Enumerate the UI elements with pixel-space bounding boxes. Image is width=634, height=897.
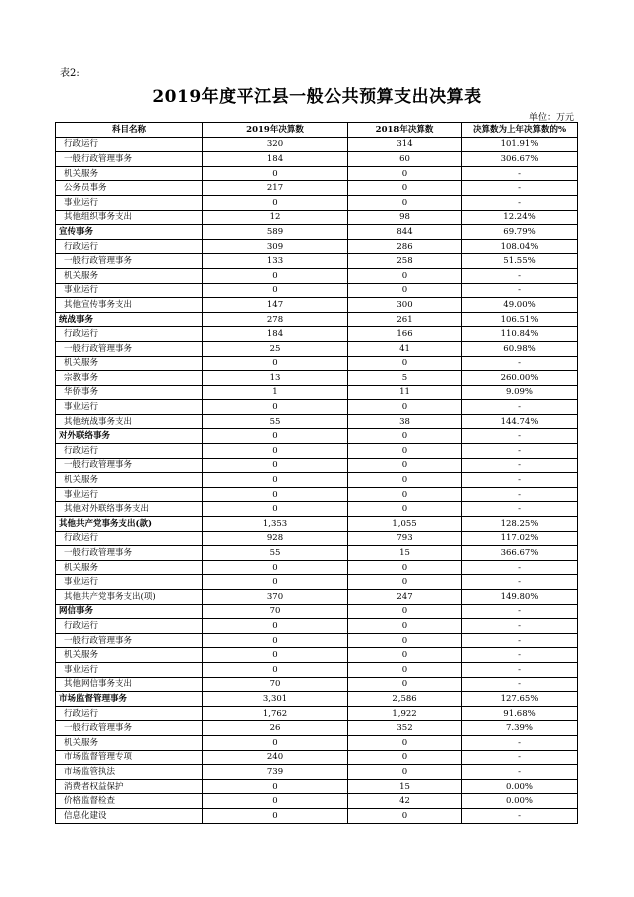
value-2018-cell: 844	[348, 225, 462, 240]
subject-cell: 事业运行	[56, 662, 203, 677]
ratio-cell: -	[462, 677, 578, 692]
ratio-cell: -	[462, 444, 578, 459]
subject-cell: 事业运行	[56, 400, 203, 415]
value-2019-cell: 55	[203, 546, 348, 561]
subject-cell: 其他组织事务支出	[56, 210, 203, 225]
table-row	[56, 633, 578, 648]
value-2019-cell: 739	[203, 765, 348, 780]
subject-cell: 行政运行	[56, 619, 203, 634]
ratio-cell: 117.02%	[462, 531, 578, 546]
value-2018-cell: 15	[348, 779, 462, 794]
value-2019-cell: 0	[203, 794, 348, 809]
value-2018-cell: 0	[348, 283, 462, 298]
table-row	[56, 721, 578, 736]
value-2018-cell: 60	[348, 152, 462, 167]
value-2018-cell: 0	[348, 808, 462, 823]
value-2018-cell: 0	[348, 735, 462, 750]
value-2019-cell: 13	[203, 371, 348, 386]
ratio-cell: 51.55%	[462, 254, 578, 269]
ratio-cell: 128.25%	[462, 517, 578, 532]
value-2019-cell: 0	[203, 487, 348, 502]
value-2018-cell: 166	[348, 327, 462, 342]
ratio-cell: -	[462, 604, 578, 619]
value-2019-cell: 240	[203, 750, 348, 765]
value-2018-cell: 0	[348, 487, 462, 502]
table-row	[56, 341, 578, 356]
value-2018-cell: 0	[348, 356, 462, 371]
category-row	[56, 429, 578, 444]
ratio-cell: 0.00%	[462, 779, 578, 794]
value-2019-cell: 0	[203, 473, 348, 488]
ratio-cell: 306.67%	[462, 152, 578, 167]
value-2018-cell: 0	[348, 662, 462, 677]
subject-cell: 一般行政管理事务	[56, 341, 203, 356]
table-row	[56, 327, 578, 342]
ratio-cell: -	[462, 808, 578, 823]
value-2018-cell: 0	[348, 648, 462, 663]
table-row	[56, 400, 578, 415]
value-2019-cell: 278	[203, 312, 348, 327]
table-row	[56, 254, 578, 269]
table-row	[56, 779, 578, 794]
subject-cell: 机关服务	[56, 473, 203, 488]
value-2019-cell: 70	[203, 677, 348, 692]
ratio-cell: -	[462, 181, 578, 196]
subject-cell: 事业运行	[56, 195, 203, 210]
table-row	[56, 487, 578, 502]
subject-cell: 其他共产党事务支出(项)	[56, 590, 203, 605]
subject-cell: 对外联络事务	[56, 429, 203, 444]
subject-cell: 信息化建设	[56, 808, 203, 823]
ratio-cell: 149.80%	[462, 590, 578, 605]
ratio-cell: 366.67%	[462, 546, 578, 561]
table-row	[56, 560, 578, 575]
subject-cell: 机关服务	[56, 648, 203, 663]
table-row	[56, 677, 578, 692]
table-row	[56, 662, 578, 677]
table-row	[56, 166, 578, 181]
value-2019-cell: 0	[203, 356, 348, 371]
subject-cell: 行政运行	[56, 239, 203, 254]
ratio-cell: 7.39%	[462, 721, 578, 736]
value-2019-cell: 0	[203, 458, 348, 473]
value-2019-cell: 1,762	[203, 706, 348, 721]
subject-cell: 网信事务	[56, 604, 203, 619]
ratio-cell: -	[462, 268, 578, 283]
subject-cell: 一般行政管理事务	[56, 254, 203, 269]
ratio-cell: -	[462, 487, 578, 502]
ratio-cell: -	[462, 765, 578, 780]
value-2018-cell: 41	[348, 341, 462, 356]
ratio-cell: -	[462, 750, 578, 765]
value-2019-cell: 0	[203, 400, 348, 415]
value-2018-cell: 0	[348, 473, 462, 488]
value-2019-cell: 0	[203, 283, 348, 298]
value-2018-cell: 1,922	[348, 706, 462, 721]
table-row	[56, 444, 578, 459]
category-row	[56, 517, 578, 532]
table-row	[56, 648, 578, 663]
ratio-cell: -	[462, 575, 578, 590]
table-row	[56, 181, 578, 196]
ratio-cell: 127.65%	[462, 692, 578, 707]
value-2019-cell: 0	[203, 619, 348, 634]
table-row	[56, 356, 578, 371]
value-2018-cell: 261	[348, 312, 462, 327]
value-2019-cell: 928	[203, 531, 348, 546]
value-2018-cell: 38	[348, 414, 462, 429]
value-2019-cell: 0	[203, 444, 348, 459]
table-row	[56, 298, 578, 313]
value-2019-cell: 133	[203, 254, 348, 269]
value-2019-cell: 0	[203, 648, 348, 663]
ratio-cell: 69.79%	[462, 225, 578, 240]
table-row	[56, 371, 578, 386]
table-row	[56, 765, 578, 780]
table-row	[56, 546, 578, 561]
table-row	[56, 283, 578, 298]
ratio-cell: -	[462, 633, 578, 648]
table-row	[56, 531, 578, 546]
value-2018-cell: 0	[348, 502, 462, 517]
value-2018-cell: 0	[348, 429, 462, 444]
value-2019-cell: 70	[203, 604, 348, 619]
ratio-cell: -	[462, 166, 578, 181]
subject-cell: 华侨事务	[56, 385, 203, 400]
value-2019-cell: 0	[203, 575, 348, 590]
page-title: 2019年度平江县一般公共预算支出决算表	[152, 87, 482, 107]
column-header-ratio: 决算数为上年决算数的%	[462, 123, 578, 138]
column-header-2019: 2019年决算数	[203, 123, 348, 138]
subject-cell: 宣传事务	[56, 225, 203, 240]
subject-cell: 行政运行	[56, 137, 203, 152]
value-2018-cell: 1,055	[348, 517, 462, 532]
value-2018-cell: 11	[348, 385, 462, 400]
ratio-cell: 101.91%	[462, 137, 578, 152]
subject-cell: 一般行政管理事务	[56, 633, 203, 648]
subject-cell: 一般行政管理事务	[56, 546, 203, 561]
value-2018-cell: 2,586	[348, 692, 462, 707]
value-2018-cell: 0	[348, 633, 462, 648]
table-row	[56, 750, 578, 765]
value-2019-cell: 0	[203, 429, 348, 444]
value-2019-cell: 0	[203, 808, 348, 823]
value-2019-cell: 0	[203, 735, 348, 750]
subject-cell: 其他共产党事务支出(款)	[56, 517, 203, 532]
subject-cell: 市场监督管理专项	[56, 750, 203, 765]
table-label: 表2:	[60, 68, 80, 79]
table-row	[56, 137, 578, 152]
ratio-cell: -	[462, 735, 578, 750]
ratio-cell: -	[462, 619, 578, 634]
value-2018-cell: 0	[348, 765, 462, 780]
value-2018-cell: 0	[348, 458, 462, 473]
value-2018-cell: 286	[348, 239, 462, 254]
category-row	[56, 312, 578, 327]
budget-table	[55, 122, 578, 824]
value-2018-cell: 258	[348, 254, 462, 269]
subject-cell: 消费者权益保护	[56, 779, 203, 794]
ratio-cell: -	[462, 283, 578, 298]
subject-cell: 市场监管执法	[56, 765, 203, 780]
value-2018-cell: 0	[348, 604, 462, 619]
subject-cell: 一般行政管理事务	[56, 721, 203, 736]
value-2019-cell: 3,301	[203, 692, 348, 707]
subject-cell: 一般行政管理事务	[56, 152, 203, 167]
value-2019-cell: 55	[203, 414, 348, 429]
subject-cell: 事业运行	[56, 575, 203, 590]
ratio-cell: -	[462, 356, 578, 371]
subject-cell: 机关服务	[56, 268, 203, 283]
subject-cell: 事业运行	[56, 283, 203, 298]
value-2019-cell: 370	[203, 590, 348, 605]
ratio-cell: 110.84%	[462, 327, 578, 342]
ratio-cell: -	[462, 662, 578, 677]
table-row	[56, 735, 578, 750]
subject-cell: 公务员事务	[56, 181, 203, 196]
subject-cell: 市场监督管理事务	[56, 692, 203, 707]
table-row	[56, 152, 578, 167]
value-2019-cell: 26	[203, 721, 348, 736]
ratio-cell: -	[462, 502, 578, 517]
value-2019-cell: 184	[203, 327, 348, 342]
ratio-cell: 9.09%	[462, 385, 578, 400]
table-header-row	[56, 123, 578, 138]
table-row	[56, 458, 578, 473]
subject-cell: 一般行政管理事务	[56, 458, 203, 473]
subject-cell: 其他对外联络事务支出	[56, 502, 203, 517]
subject-cell: 其他宣传事务支出	[56, 298, 203, 313]
unit-label: 单位：万元	[528, 113, 574, 123]
value-2018-cell: 5	[348, 371, 462, 386]
value-2019-cell: 184	[203, 152, 348, 167]
subject-cell: 行政运行	[56, 327, 203, 342]
subject-cell: 事业运行	[56, 487, 203, 502]
table-row	[56, 575, 578, 590]
value-2018-cell: 0	[348, 268, 462, 283]
value-2018-cell: 247	[348, 590, 462, 605]
value-2019-cell: 0	[203, 166, 348, 181]
value-2018-cell: 0	[348, 181, 462, 196]
table-row	[56, 619, 578, 634]
value-2018-cell: 0	[348, 195, 462, 210]
value-2019-cell: 309	[203, 239, 348, 254]
value-2018-cell: 300	[348, 298, 462, 313]
value-2018-cell: 98	[348, 210, 462, 225]
ratio-cell: -	[462, 429, 578, 444]
ratio-cell: 12.24%	[462, 210, 578, 225]
value-2018-cell: 0	[348, 677, 462, 692]
subject-cell: 机关服务	[56, 735, 203, 750]
table-row	[56, 808, 578, 823]
table-body	[56, 137, 578, 823]
value-2019-cell: 1	[203, 385, 348, 400]
value-2019-cell: 0	[203, 779, 348, 794]
ratio-cell: 106.51%	[462, 312, 578, 327]
value-2018-cell: 793	[348, 531, 462, 546]
value-2018-cell: 0	[348, 575, 462, 590]
table-row	[56, 210, 578, 225]
subject-cell: 其他统战事务支出	[56, 414, 203, 429]
ratio-cell: -	[462, 560, 578, 575]
value-2018-cell: 0	[348, 166, 462, 181]
category-row	[56, 692, 578, 707]
ratio-cell: 49.00%	[462, 298, 578, 313]
subject-cell: 统战事务	[56, 312, 203, 327]
table-row	[56, 590, 578, 605]
value-2018-cell: 0	[348, 560, 462, 575]
table-row	[56, 502, 578, 517]
ratio-cell: -	[462, 458, 578, 473]
ratio-cell: -	[462, 195, 578, 210]
table-row	[56, 239, 578, 254]
table-row	[56, 195, 578, 210]
value-2019-cell: 1,353	[203, 517, 348, 532]
ratio-cell: -	[462, 400, 578, 415]
category-row	[56, 225, 578, 240]
table-row	[56, 794, 578, 809]
table-row	[56, 706, 578, 721]
value-2019-cell: 0	[203, 633, 348, 648]
table-row	[56, 385, 578, 400]
subject-cell: 宗教事务	[56, 371, 203, 386]
value-2018-cell: 0	[348, 619, 462, 634]
ratio-cell: -	[462, 648, 578, 663]
value-2019-cell: 0	[203, 502, 348, 517]
value-2018-cell: 0	[348, 400, 462, 415]
table-row	[56, 268, 578, 283]
value-2019-cell: 0	[203, 268, 348, 283]
subject-cell: 价格监督检查	[56, 794, 203, 809]
value-2019-cell: 12	[203, 210, 348, 225]
ratio-cell: 144.74%	[462, 414, 578, 429]
subject-cell: 行政运行	[56, 444, 203, 459]
value-2018-cell: 42	[348, 794, 462, 809]
ratio-cell: 0.00%	[462, 794, 578, 809]
value-2019-cell: 589	[203, 225, 348, 240]
subject-cell: 行政运行	[56, 706, 203, 721]
value-2019-cell: 0	[203, 195, 348, 210]
value-2019-cell: 147	[203, 298, 348, 313]
value-2018-cell: 0	[348, 750, 462, 765]
value-2019-cell: 0	[203, 560, 348, 575]
value-2018-cell: 352	[348, 721, 462, 736]
value-2019-cell: 0	[203, 662, 348, 677]
value-2019-cell: 320	[203, 137, 348, 152]
value-2018-cell: 314	[348, 137, 462, 152]
subject-cell: 其他网信事务支出	[56, 677, 203, 692]
subject-cell: 行政运行	[56, 531, 203, 546]
value-2019-cell: 25	[203, 341, 348, 356]
subject-cell: 机关服务	[56, 356, 203, 371]
subject-cell: 机关服务	[56, 166, 203, 181]
value-2019-cell: 217	[203, 181, 348, 196]
column-header-subject: 科目名称	[56, 123, 203, 138]
column-header-2018: 2018年决算数	[348, 123, 462, 138]
ratio-cell: 260.00%	[462, 371, 578, 386]
ratio-cell: 91.68%	[462, 706, 578, 721]
value-2018-cell: 15	[348, 546, 462, 561]
value-2018-cell: 0	[348, 444, 462, 459]
table-row	[56, 473, 578, 488]
ratio-cell: 60.98%	[462, 341, 578, 356]
table-row	[56, 414, 578, 429]
ratio-cell: 108.04%	[462, 239, 578, 254]
category-row	[56, 604, 578, 619]
subject-cell: 机关服务	[56, 560, 203, 575]
ratio-cell: -	[462, 473, 578, 488]
